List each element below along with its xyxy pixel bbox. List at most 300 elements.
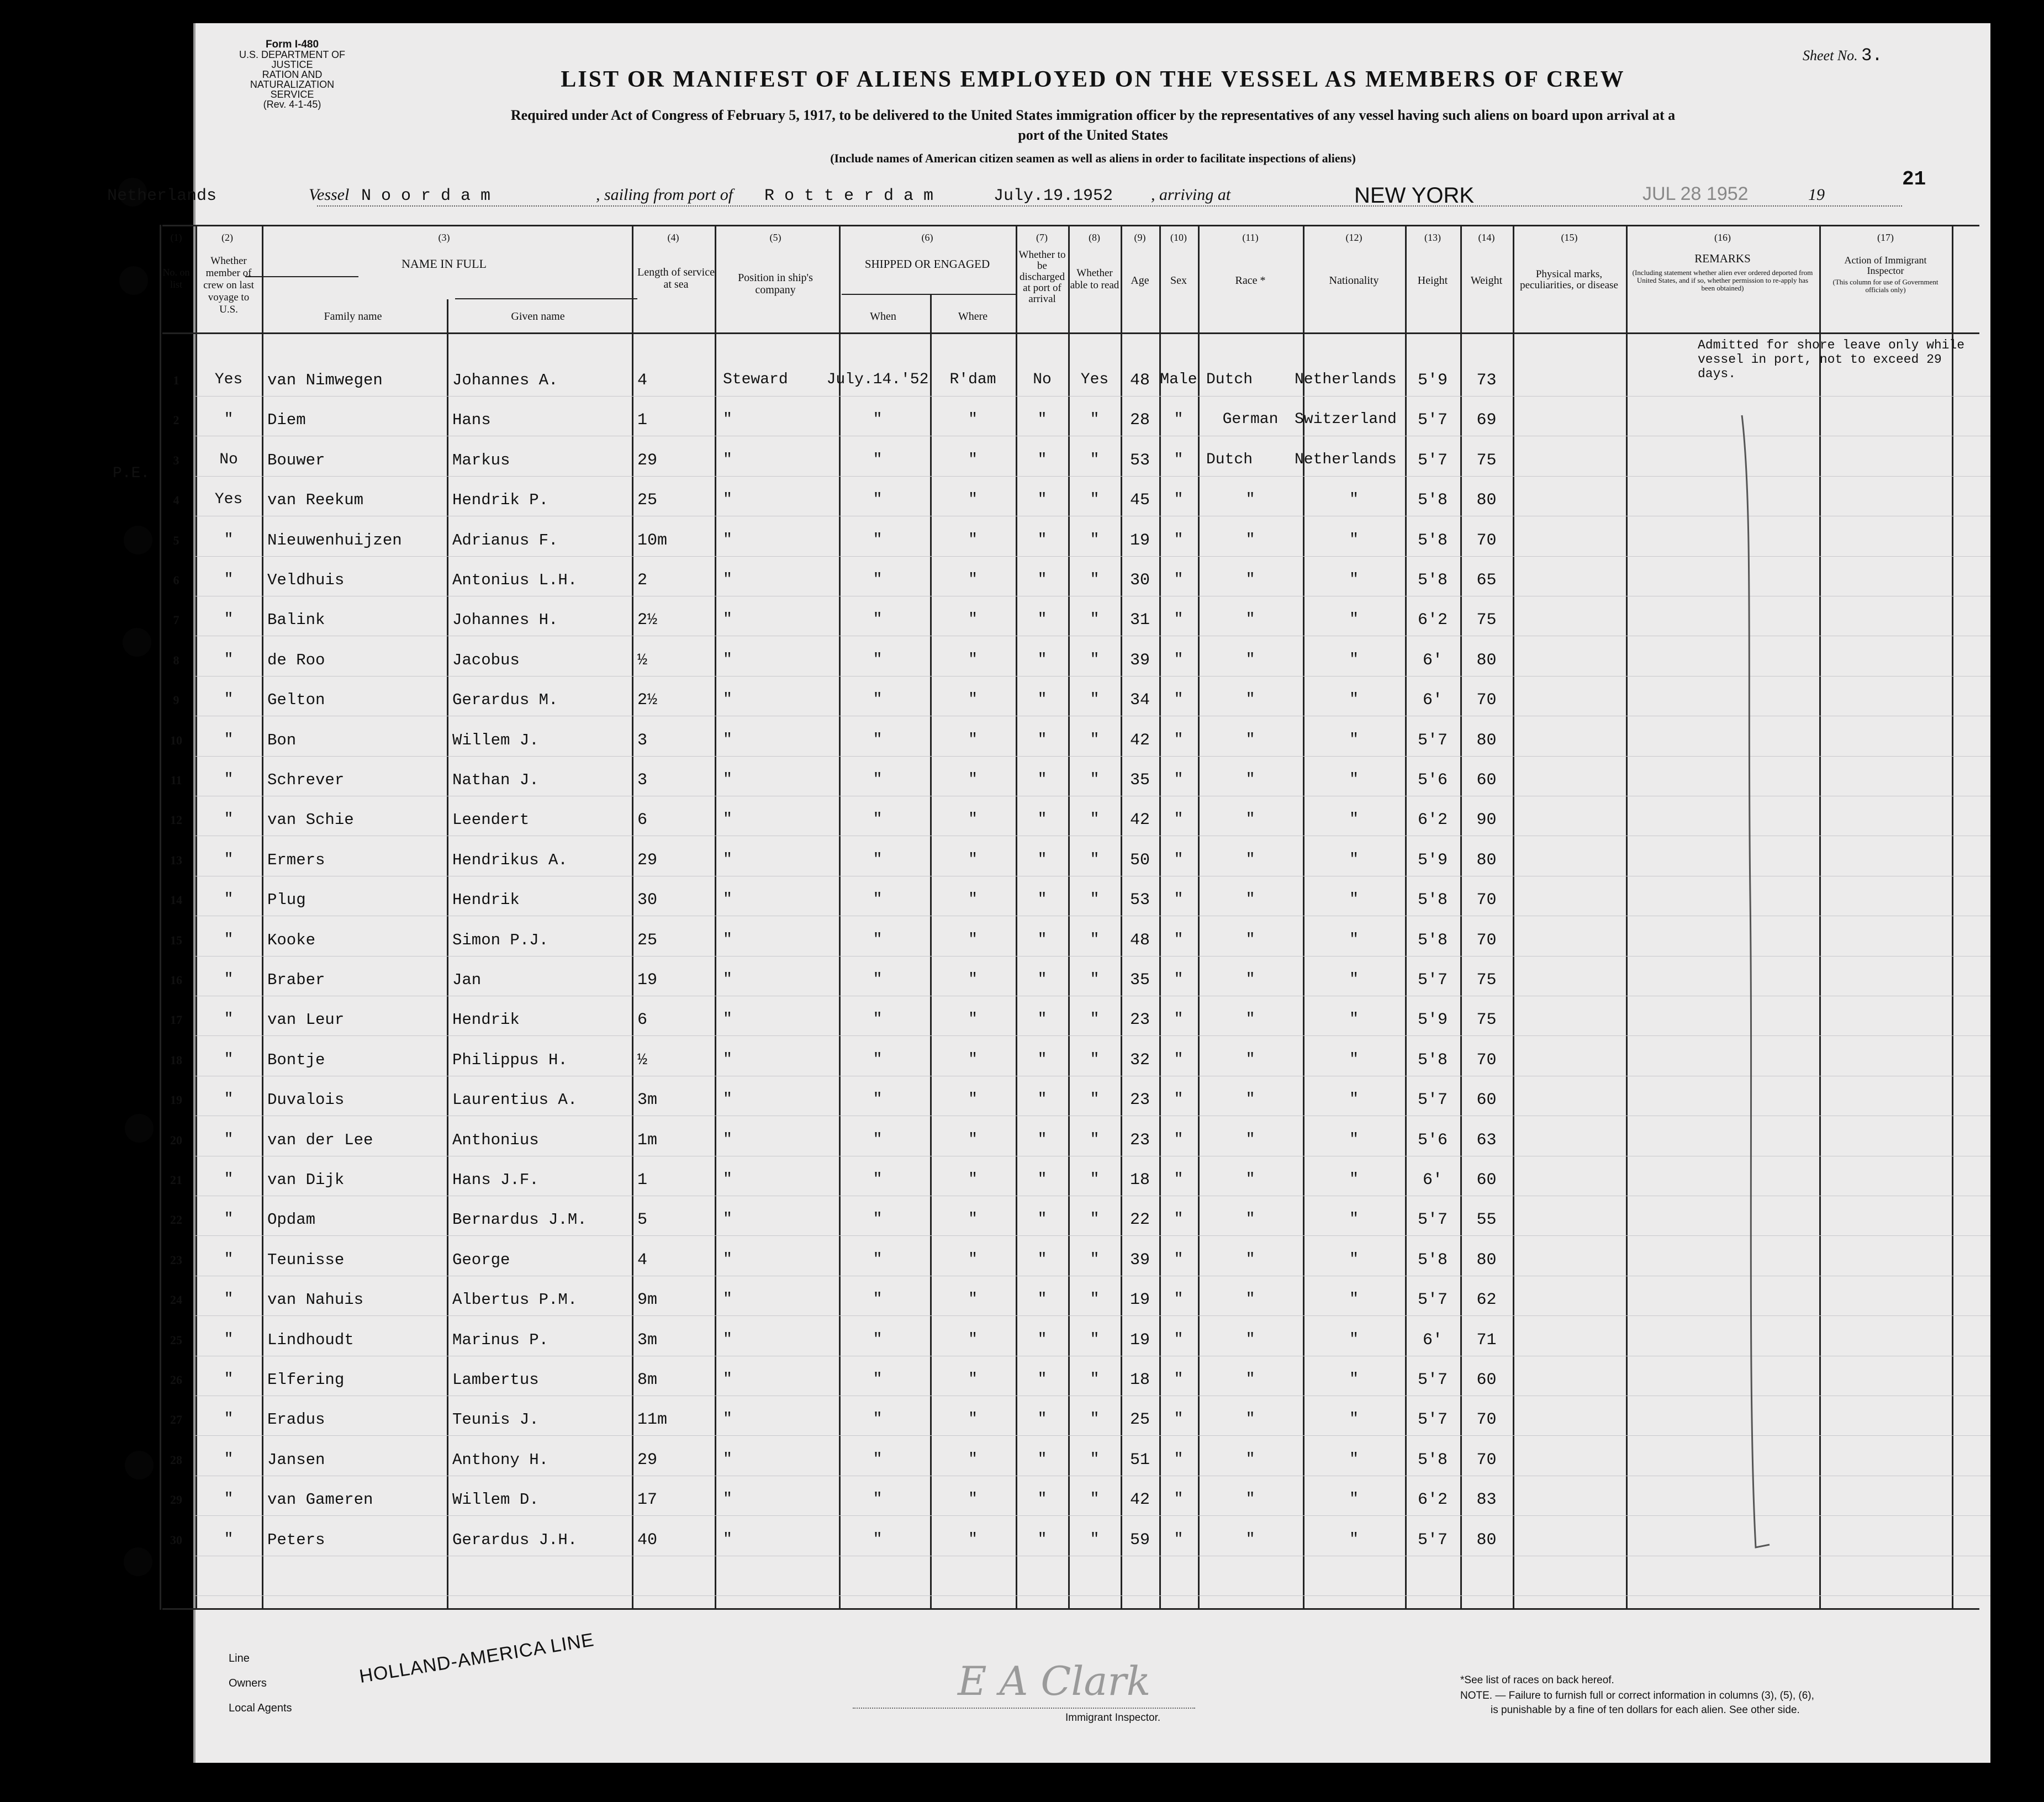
cell-service: 3m <box>637 1331 658 1350</box>
cell-sex: " <box>1174 891 1184 908</box>
cell-nat: " <box>1349 1011 1359 1028</box>
cell-last: " <box>224 931 234 948</box>
cell-service: 3m <box>637 1091 658 1109</box>
cell-last: " <box>224 1531 234 1548</box>
cell-where: " <box>968 1331 978 1348</box>
cell-weight: 80 <box>1476 731 1497 750</box>
cell-service: 4 <box>637 1251 648 1270</box>
cell-given: Leendert <box>452 811 530 829</box>
cell-disch: " <box>1037 931 1047 948</box>
cell-no: 26 <box>170 1373 182 1387</box>
cell-race: " <box>1245 1371 1255 1388</box>
cell-no: 24 <box>170 1293 182 1307</box>
cell-age: 23 <box>1129 1131 1150 1150</box>
cell-given: George <box>452 1251 510 1269</box>
table-column-line <box>1819 225 1821 1610</box>
cell-disch: " <box>1037 451 1047 468</box>
cell-read: " <box>1090 611 1100 628</box>
cell-service: ½ <box>637 651 648 670</box>
col-num-7: (7) <box>1036 232 1048 243</box>
cell-last: Yes <box>214 371 243 388</box>
cell-weight: 80 <box>1476 851 1497 870</box>
cell-position: " <box>723 891 732 908</box>
cell-service: 1 <box>637 1171 648 1190</box>
cell-given: Gerardus J.H. <box>452 1531 578 1549</box>
cell-when: " <box>873 1331 883 1348</box>
cell-position: " <box>723 1171 732 1188</box>
col-num-3: (3) <box>438 232 450 243</box>
cell-given: Willem D. <box>452 1491 539 1509</box>
cell-sex: " <box>1174 1371 1184 1388</box>
cell-when: " <box>873 1291 883 1308</box>
cell-height: 5'7 <box>1417 1091 1448 1109</box>
cell-when: " <box>873 811 883 828</box>
cell-no: 8 <box>173 653 179 667</box>
cell-race: " <box>1245 1251 1255 1268</box>
cell-where: " <box>968 891 978 908</box>
cell-height: 5'7 <box>1417 971 1448 990</box>
cell-where: " <box>968 931 978 948</box>
cell-sex: " <box>1174 1291 1184 1308</box>
cell-family: Elfering <box>267 1371 345 1389</box>
col-head-age: Age <box>1131 274 1149 287</box>
cell-given: Simon P.J. <box>452 931 549 949</box>
cell-no: 27 <box>170 1413 182 1426</box>
cell-family: Eradus <box>267 1410 325 1429</box>
cell-age: 31 <box>1129 611 1150 630</box>
cell-where: " <box>968 811 978 828</box>
subheader-rule-names <box>455 298 637 299</box>
cell-nat: " <box>1349 1491 1359 1508</box>
cell-age: 51 <box>1129 1451 1150 1470</box>
cell-given: Jan <box>452 971 482 989</box>
cell-when: " <box>873 611 883 628</box>
punch-hole <box>125 1451 154 1479</box>
cell-family: Teunisse <box>267 1251 345 1269</box>
cell-sex: " <box>1174 1051 1184 1068</box>
cell-disch: " <box>1037 1291 1047 1308</box>
cell-read: " <box>1090 451 1100 468</box>
table-column-line <box>1303 225 1304 1610</box>
cell-where: " <box>968 971 978 988</box>
cell-given: Gerardus M. <box>452 691 558 709</box>
subtitle-line-1: Required under Act of Congress of February 5, 1917, to be delivered to the United States immigration officer by the representatives of any vessel having such aliens on board upon arrival at a <box>510 107 1676 123</box>
table-column-line <box>1159 225 1161 1610</box>
col-head-no: No. on list <box>162 267 190 290</box>
cell-age: 42 <box>1129 1491 1150 1509</box>
cell-read: " <box>1090 851 1100 868</box>
footer-agents-label: Local Agents <box>229 1702 292 1714</box>
cell-sex: " <box>1174 851 1184 868</box>
cell-read: " <box>1090 1491 1100 1508</box>
cell-given: Hendrikus A. <box>452 851 568 869</box>
cell-weight: 69 <box>1476 411 1497 430</box>
cell-service: 6 <box>637 1011 648 1029</box>
col-head-last-voyage: Whether member of crew on last voyage to U.S. <box>203 255 254 315</box>
sheet-number <box>1803 45 1883 66</box>
cell-race: " <box>1245 1451 1255 1468</box>
cell-age: 50 <box>1129 851 1150 870</box>
cell-given: Anthonius <box>452 1131 539 1149</box>
cell-family: van Gameren <box>267 1491 373 1509</box>
cell-family: de Roo <box>267 651 325 669</box>
cell-sex: " <box>1174 571 1184 588</box>
cell-read: " <box>1090 971 1100 988</box>
punch-hole <box>124 526 152 554</box>
punch-hole <box>119 266 148 295</box>
cell-service: 2½ <box>637 691 658 710</box>
cell-sex: " <box>1174 531 1184 548</box>
cell-race: " <box>1245 1331 1255 1348</box>
margin-note: P.E. <box>113 465 150 482</box>
table-column-line <box>1198 225 1200 1610</box>
cell-weight: 80 <box>1476 1251 1497 1270</box>
col-head-remarks-sub: (Including statement whether alien ever ordered deported from United States, and if so, whether permission to re-apply has been obtained) <box>1632 268 1813 292</box>
cell-weight: 73 <box>1476 371 1497 390</box>
cell-no: 18 <box>170 1053 182 1067</box>
col-head-service: Length of service at sea <box>637 266 715 290</box>
cell-height: 5'8 <box>1417 931 1448 950</box>
cell-nat: " <box>1349 571 1359 588</box>
col-head-family: Family name <box>324 310 382 323</box>
cell-height: 5'8 <box>1417 1251 1448 1270</box>
cell-disch: " <box>1037 1451 1047 1468</box>
cell-family: Bouwer <box>267 451 325 469</box>
cell-age: 34 <box>1129 691 1150 710</box>
cell-height: 5'6 <box>1417 1131 1448 1150</box>
cell-no: 3 <box>173 453 179 467</box>
cell-sex: " <box>1174 1410 1184 1428</box>
cell-family: Bontje <box>267 1051 325 1069</box>
cell-weight: 62 <box>1476 1291 1497 1309</box>
cell-nat: " <box>1349 1331 1359 1348</box>
cell-age: 59 <box>1129 1531 1150 1550</box>
cell-where: " <box>968 1531 978 1548</box>
col-num-14: (14) <box>1478 232 1495 243</box>
col-head-when: When <box>870 310 896 323</box>
col-head-read: Whether able to read <box>1070 267 1119 291</box>
cell-disch: " <box>1037 1410 1047 1428</box>
cell-where: " <box>968 851 978 868</box>
cell-family: van Leur <box>267 1011 345 1029</box>
cell-race: " <box>1245 611 1255 628</box>
cell-race: " <box>1245 851 1255 868</box>
cell-where: " <box>968 531 978 548</box>
cell-age: 23 <box>1129 1091 1150 1109</box>
cell-service: 1m <box>637 1131 658 1150</box>
cell-position: " <box>723 651 732 668</box>
cell-read: " <box>1090 571 1100 588</box>
cell-nat: " <box>1349 611 1359 628</box>
cell-last: " <box>224 1251 234 1268</box>
table-column-line <box>447 299 448 1610</box>
cell-height: 6' <box>1422 1171 1443 1190</box>
cell-age: 48 <box>1129 371 1150 390</box>
cell-last: " <box>224 811 234 828</box>
cell-read: " <box>1090 731 1100 748</box>
cell-when: " <box>873 1491 883 1508</box>
cell-nat: " <box>1349 1451 1359 1468</box>
cell-disch: " <box>1037 1211 1047 1228</box>
cell-age: 23 <box>1129 1011 1150 1029</box>
cell-disch: " <box>1037 1491 1047 1508</box>
cell-family: Jansen <box>267 1451 325 1469</box>
cell-sex: " <box>1174 1011 1184 1028</box>
cell-read: " <box>1090 531 1100 548</box>
punch-hole <box>125 1114 154 1143</box>
cell-service: 17 <box>637 1491 658 1509</box>
cell-family: Duvalois <box>267 1091 345 1109</box>
cell-position: " <box>723 1331 732 1348</box>
cell-weight: 75 <box>1476 1011 1497 1029</box>
cell-weight: 75 <box>1476 971 1497 990</box>
col-head-action-sub: (This column for use of Government officials only) <box>1832 278 1939 294</box>
cell-position: " <box>723 571 732 588</box>
cell-age: 19 <box>1129 1291 1150 1309</box>
cell-position: " <box>723 451 732 468</box>
cell-weight: 90 <box>1476 811 1497 829</box>
cell-service: 1 <box>637 411 648 430</box>
cell-last: " <box>224 1091 234 1108</box>
table-column-line <box>1626 225 1628 1610</box>
cell-service: 25 <box>637 931 658 950</box>
table-header-rule <box>162 332 1979 334</box>
cell-service: 3 <box>637 731 648 750</box>
cell-sex: " <box>1174 771 1184 788</box>
col-head-position: Position in ship's company <box>738 272 813 296</box>
cell-height: 5'7 <box>1417 411 1448 430</box>
page-mark: 21 <box>1902 168 1926 191</box>
sheet-label: Sheet No. <box>1803 47 1858 64</box>
cell-sex: " <box>1174 691 1184 708</box>
cell-last: " <box>224 651 234 668</box>
cell-last: " <box>224 411 234 428</box>
cell-race: " <box>1245 931 1255 948</box>
cell-nat: " <box>1349 1051 1359 1068</box>
cell-read: " <box>1090 1131 1100 1148</box>
cell-position: " <box>723 1491 732 1508</box>
cell-position: " <box>723 491 732 508</box>
cell-family: van Schie <box>267 811 354 829</box>
cell-family: Diem <box>267 411 306 429</box>
cell-nat: " <box>1349 891 1359 908</box>
cell-height: 6' <box>1422 691 1443 710</box>
cell-sex: " <box>1174 1531 1184 1548</box>
cell-weight: 75 <box>1476 451 1497 470</box>
col-num-13: (13) <box>1424 232 1441 243</box>
cell-disch: " <box>1037 411 1047 428</box>
cell-family: Schrever <box>267 771 345 789</box>
cell-read: " <box>1090 1011 1100 1028</box>
cell-family: van der Lee <box>267 1131 373 1149</box>
cell-position: " <box>723 1211 732 1228</box>
signature-line <box>853 1708 1195 1709</box>
cell-when: " <box>873 971 883 988</box>
cell-where: " <box>968 651 978 668</box>
table-column-line <box>196 225 197 1610</box>
cell-race: " <box>1245 1011 1255 1028</box>
cell-last: " <box>224 1171 234 1188</box>
cell-where: " <box>968 1131 978 1148</box>
cell-position: " <box>723 851 732 868</box>
cell-service: 8m <box>637 1371 658 1389</box>
cell-disch: " <box>1037 1051 1047 1068</box>
cell-when: July.14.'52 <box>826 371 929 388</box>
cell-last: " <box>224 771 234 788</box>
cell-position: " <box>723 931 732 948</box>
cell-height: 5'7 <box>1417 1371 1448 1389</box>
table-column-line <box>1513 225 1514 1610</box>
cell-no: 10 <box>170 733 182 747</box>
cell-family: van Nahuis <box>267 1291 364 1309</box>
cell-read: " <box>1090 1291 1100 1308</box>
cell-position: " <box>723 1531 732 1548</box>
cell-where: " <box>968 1491 978 1508</box>
table-column-line <box>262 225 263 1610</box>
cell-when: " <box>873 851 883 868</box>
cell-family: Ermers <box>267 851 325 869</box>
cell-read: " <box>1090 1410 1100 1428</box>
cell-nat: " <box>1349 1211 1359 1228</box>
table-column-line <box>1952 225 1953 1610</box>
cell-sex: " <box>1174 931 1184 948</box>
cell-disch: " <box>1037 1171 1047 1188</box>
cell-race: " <box>1245 1491 1255 1508</box>
vessel-flag: Netherlands <box>107 187 217 205</box>
cell-when: " <box>873 571 883 588</box>
cell-weight: 70 <box>1476 531 1497 550</box>
cell-given: Anthony H. <box>452 1451 549 1469</box>
cell-height: 5'7 <box>1417 1211 1448 1229</box>
cell-age: 18 <box>1129 1371 1150 1389</box>
cell-no: 2 <box>173 413 179 427</box>
cell-height: 5'7 <box>1417 451 1448 470</box>
footer-note-1: NOTE. — Failure to furnish full or correct information in columns (3), (5), (6), <box>1460 1690 1814 1701</box>
cell-where: " <box>968 1451 978 1468</box>
cell-service: 30 <box>637 891 658 910</box>
cell-last: " <box>224 1491 234 1508</box>
cell-nat: " <box>1349 691 1359 708</box>
cell-disch: " <box>1037 531 1047 548</box>
cell-where: " <box>968 1410 978 1428</box>
cell-race: " <box>1245 491 1255 508</box>
cell-last: " <box>224 1291 234 1308</box>
cell-given: Hendrik <box>452 1011 520 1029</box>
cell-nat: " <box>1349 1291 1359 1308</box>
cell-family: Bon <box>267 731 297 749</box>
table-top-rule <box>162 225 1979 226</box>
cell-last: " <box>224 731 234 748</box>
cell-where: " <box>968 1211 978 1228</box>
cell-nat: " <box>1349 1131 1359 1148</box>
col-num-16: (16) <box>1714 232 1731 243</box>
col-head-action: Action of Immigrant Inspector <box>1844 255 1927 276</box>
cell-height: 5'9 <box>1417 371 1448 390</box>
col-num-1: (1) <box>170 232 182 243</box>
cell-race: Dutch <box>1206 371 1253 388</box>
cell-disch: " <box>1037 1131 1047 1148</box>
cell-last: " <box>224 1051 234 1068</box>
cell-nat: " <box>1349 1251 1359 1268</box>
cell-where: " <box>968 771 978 788</box>
cell-sex: " <box>1174 1091 1184 1108</box>
cell-race: " <box>1245 651 1255 668</box>
cell-read: " <box>1090 771 1100 788</box>
cell-race: " <box>1245 691 1255 708</box>
arrival-date-stamp: JUL 28 1952 <box>1642 183 1749 204</box>
cell-when: " <box>873 731 883 748</box>
cell-last: " <box>224 1371 234 1388</box>
cell-age: 39 <box>1129 1251 1150 1270</box>
cell-height: 5'7 <box>1417 1291 1448 1309</box>
cell-race: " <box>1245 971 1255 988</box>
cell-where: R'dam <box>949 371 996 388</box>
cell-weight: 80 <box>1476 491 1497 510</box>
cell-position: " <box>723 1051 732 1068</box>
cell-weight: 80 <box>1476 1531 1497 1550</box>
cell-read: " <box>1090 1371 1100 1388</box>
sailing-label: , sailing from port of <box>596 186 733 204</box>
cell-last: " <box>224 1211 234 1228</box>
cell-height: 5'7 <box>1417 1531 1448 1550</box>
race-footnote: *See list of races on back hereof. <box>1460 1674 1614 1686</box>
cell-where: " <box>968 571 978 588</box>
cell-disch: " <box>1037 811 1047 828</box>
cell-weight: 71 <box>1476 1331 1497 1350</box>
col-num-4: (4) <box>667 232 679 243</box>
footer-line-label: Line <box>229 1652 250 1664</box>
cell-when: " <box>873 1171 883 1188</box>
cell-weight: 60 <box>1476 771 1497 790</box>
cell-where: " <box>968 1011 978 1028</box>
cell-given: Adrianus F. <box>452 531 558 549</box>
cell-position: " <box>723 1011 732 1028</box>
cell-disch: " <box>1037 651 1047 668</box>
col-head-sex: Sex <box>1170 274 1187 287</box>
cell-where: " <box>968 731 978 748</box>
cell-no: 11 <box>170 773 182 787</box>
cell-age: 30 <box>1129 571 1150 590</box>
cell-sex: " <box>1174 1211 1184 1228</box>
cell-no: 28 <box>170 1453 182 1467</box>
cell-read: " <box>1090 1451 1100 1468</box>
cell-given: Philippus H. <box>452 1051 568 1069</box>
cell-service: 4 <box>637 371 648 390</box>
cell-age: 22 <box>1129 1211 1150 1229</box>
cell-no: 12 <box>170 813 182 827</box>
form-dept: U.S. DEPARTMENT OF JUSTICE <box>239 49 346 70</box>
cell-last: " <box>224 611 234 628</box>
cell-when: " <box>873 451 883 468</box>
table-column-line <box>1405 225 1407 1610</box>
cell-last: Yes <box>214 491 243 508</box>
col-head-nationality: Nationality <box>1329 274 1379 287</box>
cell-race: " <box>1245 1131 1255 1148</box>
form-number: Form I-480 <box>265 39 319 50</box>
cell-no: 9 <box>173 693 179 707</box>
cell-family: van Reekum <box>267 491 364 509</box>
cell-age: 53 <box>1129 451 1150 470</box>
cell-weight: 70 <box>1476 931 1497 950</box>
cell-race: " <box>1245 531 1255 548</box>
remarks-entry: Admitted for shore leave only while vessel in port, not to exceed 29 days. <box>1698 338 1965 381</box>
cell-last: No <box>219 451 238 468</box>
cell-no: 16 <box>170 973 182 987</box>
cell-no: 6 <box>173 573 179 587</box>
cell-read: " <box>1090 1091 1100 1108</box>
cell-position: " <box>723 411 732 428</box>
cell-last: " <box>224 1410 234 1428</box>
